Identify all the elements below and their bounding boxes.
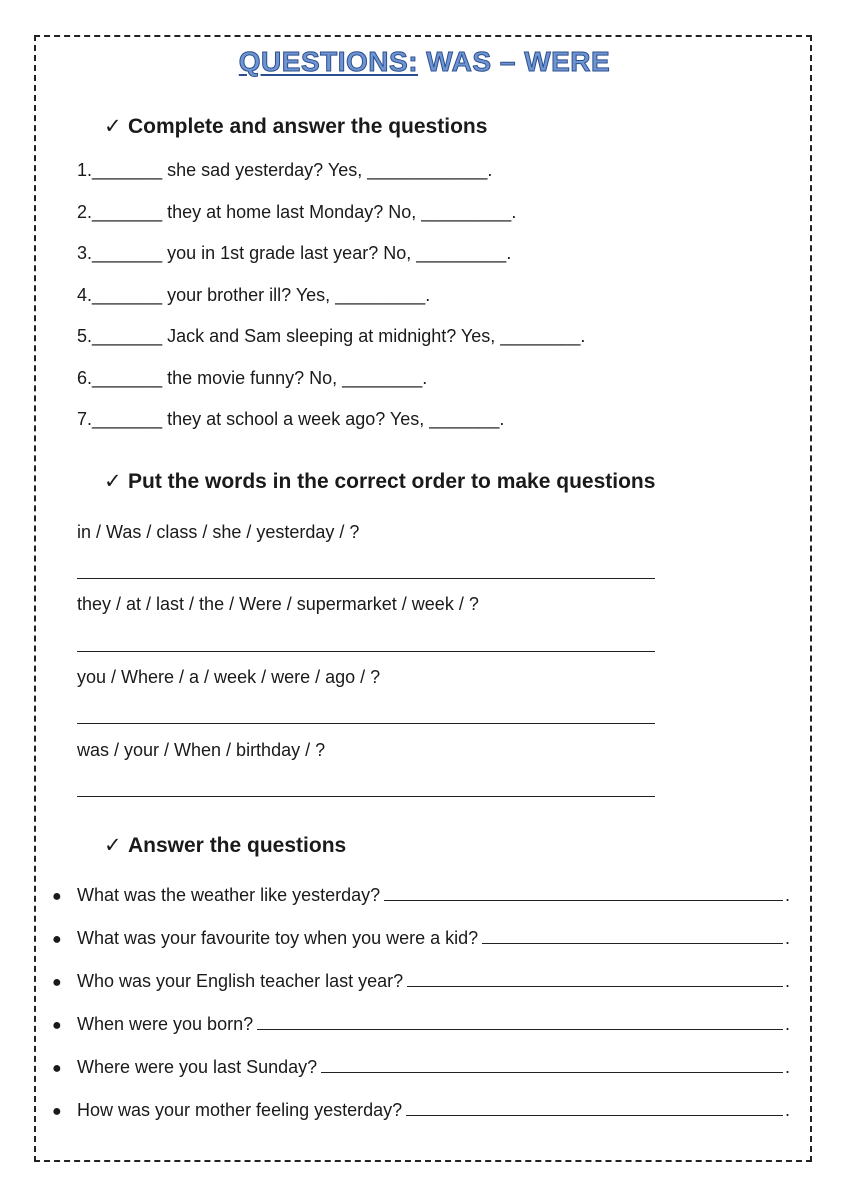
section2-heading xyxy=(104,469,655,494)
section3-heading-text: Answer the questions xyxy=(128,834,347,857)
s2-answer-line-4[interactable] xyxy=(77,796,655,797)
s3-answer-blank-6[interactable] xyxy=(406,1101,783,1116)
worksheet-title xyxy=(0,46,849,78)
period: . xyxy=(785,1057,791,1077)
s3-item-3 xyxy=(52,971,791,992)
s2-answer-line-1[interactable] xyxy=(77,578,655,579)
s1-item-4: 4._______ your brother ill? Yes, _________. xyxy=(77,285,431,305)
section1-heading-text: Complete and answer the questions xyxy=(128,115,488,138)
section3-heading xyxy=(104,833,346,858)
s1-item-1: 1._______ she sad yesterday? Yes, ____________. xyxy=(77,160,493,180)
bullet-icon: ● xyxy=(52,1060,62,1077)
s2-answer-line-2[interactable] xyxy=(77,651,655,652)
checkmark-icon: ✓ xyxy=(104,834,122,857)
bullet-icon: ● xyxy=(52,888,62,905)
s3-item-2 xyxy=(52,928,791,949)
s1-item-3: 3._______ you in 1st grade last year? No, _________. xyxy=(77,243,512,263)
checkmark-icon: ✓ xyxy=(104,115,122,138)
s1-item-7: 7._______ they at school a week ago? Yes, _______. xyxy=(77,409,505,429)
title-part-questions: QUESTIONS: xyxy=(238,46,419,77)
s2-answer-line-3[interactable] xyxy=(77,723,655,724)
period: . xyxy=(785,971,791,991)
checkmark-icon: ✓ xyxy=(104,470,122,493)
s1-item-2: 2._______ they at home last Monday? No, _________. xyxy=(77,202,517,222)
s2-item-2: they / at / last / the / Were / supermarket / week / ? xyxy=(77,594,479,614)
s3-item-5 xyxy=(52,1057,791,1078)
s3-answer-blank-1[interactable] xyxy=(384,886,783,901)
section2-heading-text: Put the words in the correct order to make questions xyxy=(128,470,656,493)
s1-item-5: 5._______ Jack and Sam sleeping at midnight? Yes, ________. xyxy=(77,326,586,346)
period: . xyxy=(785,928,791,948)
s2-item-3: you / Where / a / week / were / ago / ? xyxy=(77,667,381,687)
s3-question-2: What was your favourite toy when you were a kid? xyxy=(77,928,479,948)
s3-item-6 xyxy=(52,1100,791,1121)
s3-question-5: Where were you last Sunday? xyxy=(77,1057,318,1077)
title-part-was-were: WAS – WERE xyxy=(418,46,611,77)
s2-item-4: was / your / When / birthday / ? xyxy=(77,740,326,760)
s3-answer-blank-4[interactable] xyxy=(257,1015,783,1030)
s1-item-6: 6._______ the movie funny? No, ________. xyxy=(77,368,428,388)
s3-question-6: How was your mother feeling yesterday? xyxy=(77,1100,403,1120)
s3-answer-blank-5[interactable] xyxy=(321,1058,783,1073)
s3-item-4 xyxy=(52,1014,791,1035)
s3-question-3: Who was your English teacher last year? xyxy=(77,971,404,991)
bullet-icon: ● xyxy=(52,1017,62,1034)
s3-answer-blank-2[interactable] xyxy=(482,929,783,944)
s3-question-4: When were you born? xyxy=(77,1014,254,1034)
bullet-icon: ● xyxy=(52,974,62,991)
s3-question-1: What was the weather like yesterday? xyxy=(77,885,381,905)
period: . xyxy=(785,1100,791,1120)
s2-item-1: in / Was / class / she / yesterday / ? xyxy=(77,522,360,542)
s3-item-1 xyxy=(52,885,791,906)
bullet-icon: ● xyxy=(52,1103,62,1120)
s3-answer-blank-3[interactable] xyxy=(407,972,783,987)
section1-heading xyxy=(104,114,487,139)
period: . xyxy=(785,1014,791,1034)
bullet-icon: ● xyxy=(52,931,62,948)
period: . xyxy=(785,885,791,905)
